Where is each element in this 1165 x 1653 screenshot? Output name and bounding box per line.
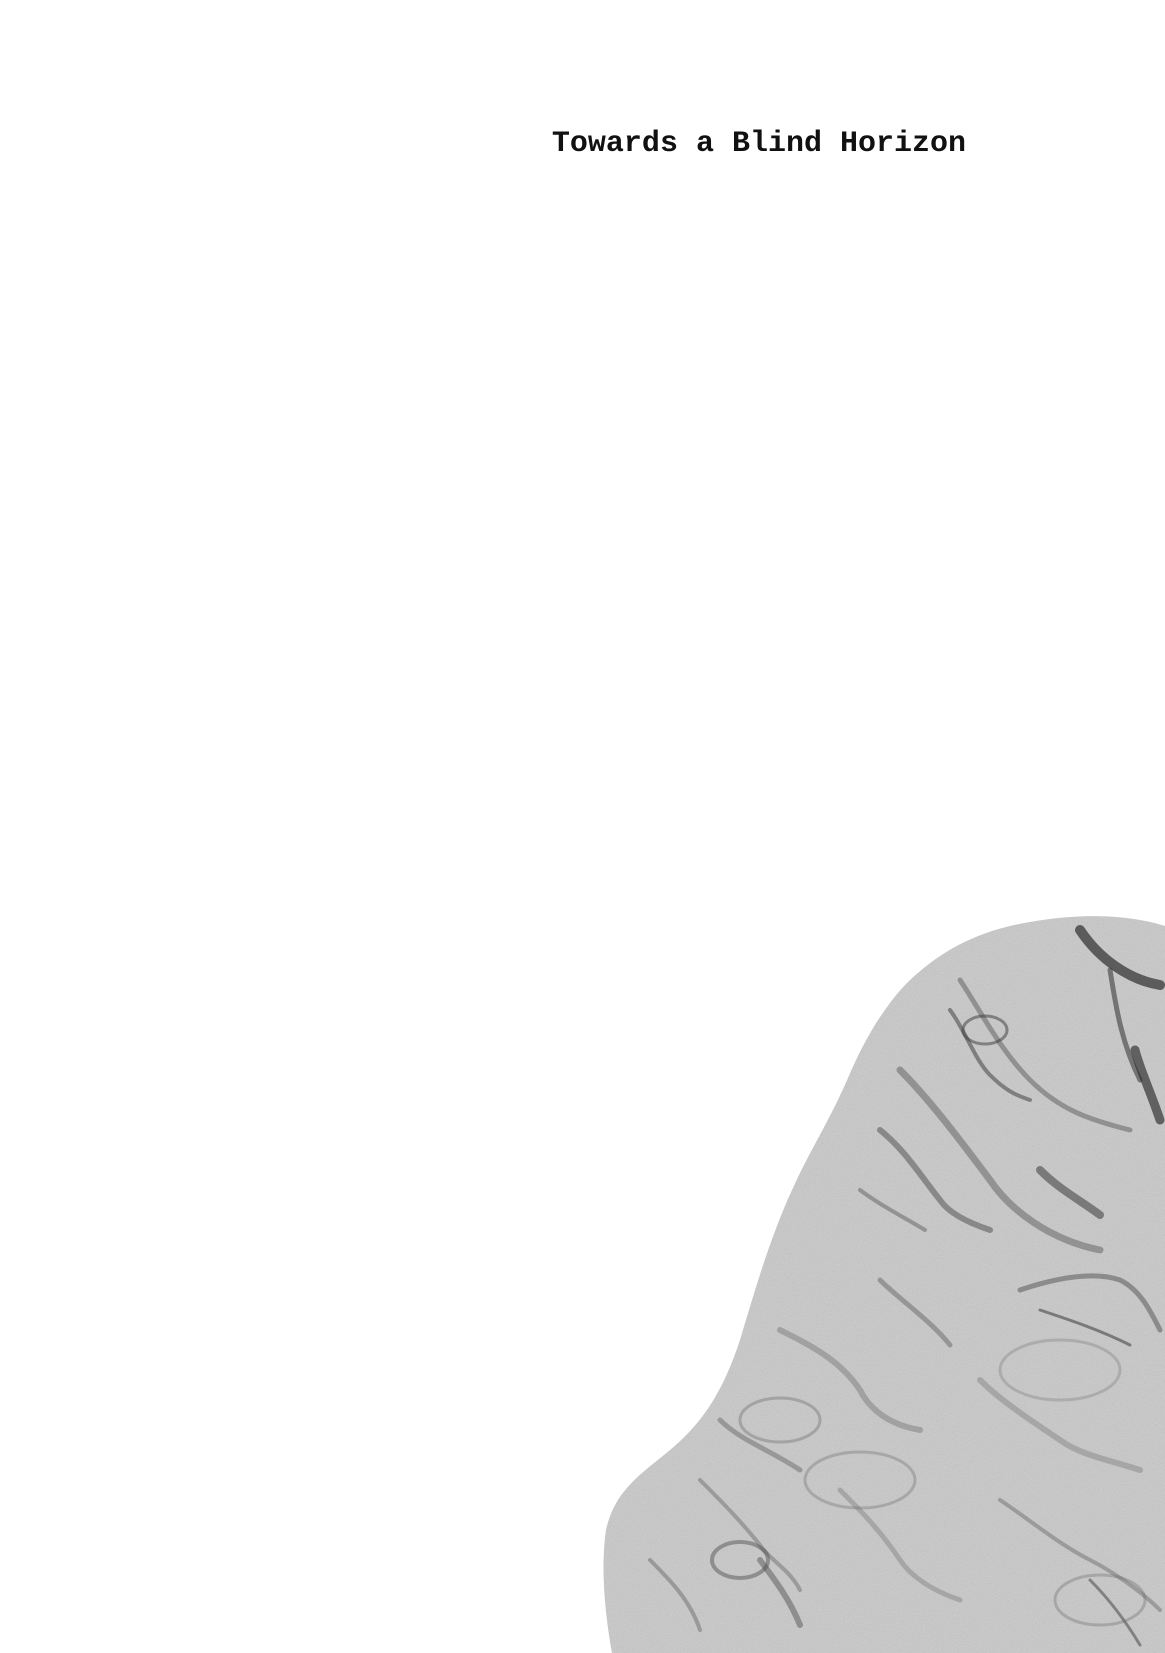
- article-title: Towards a Blind Horizon: [551, 127, 966, 161]
- stone-shape: [604, 916, 1165, 1653]
